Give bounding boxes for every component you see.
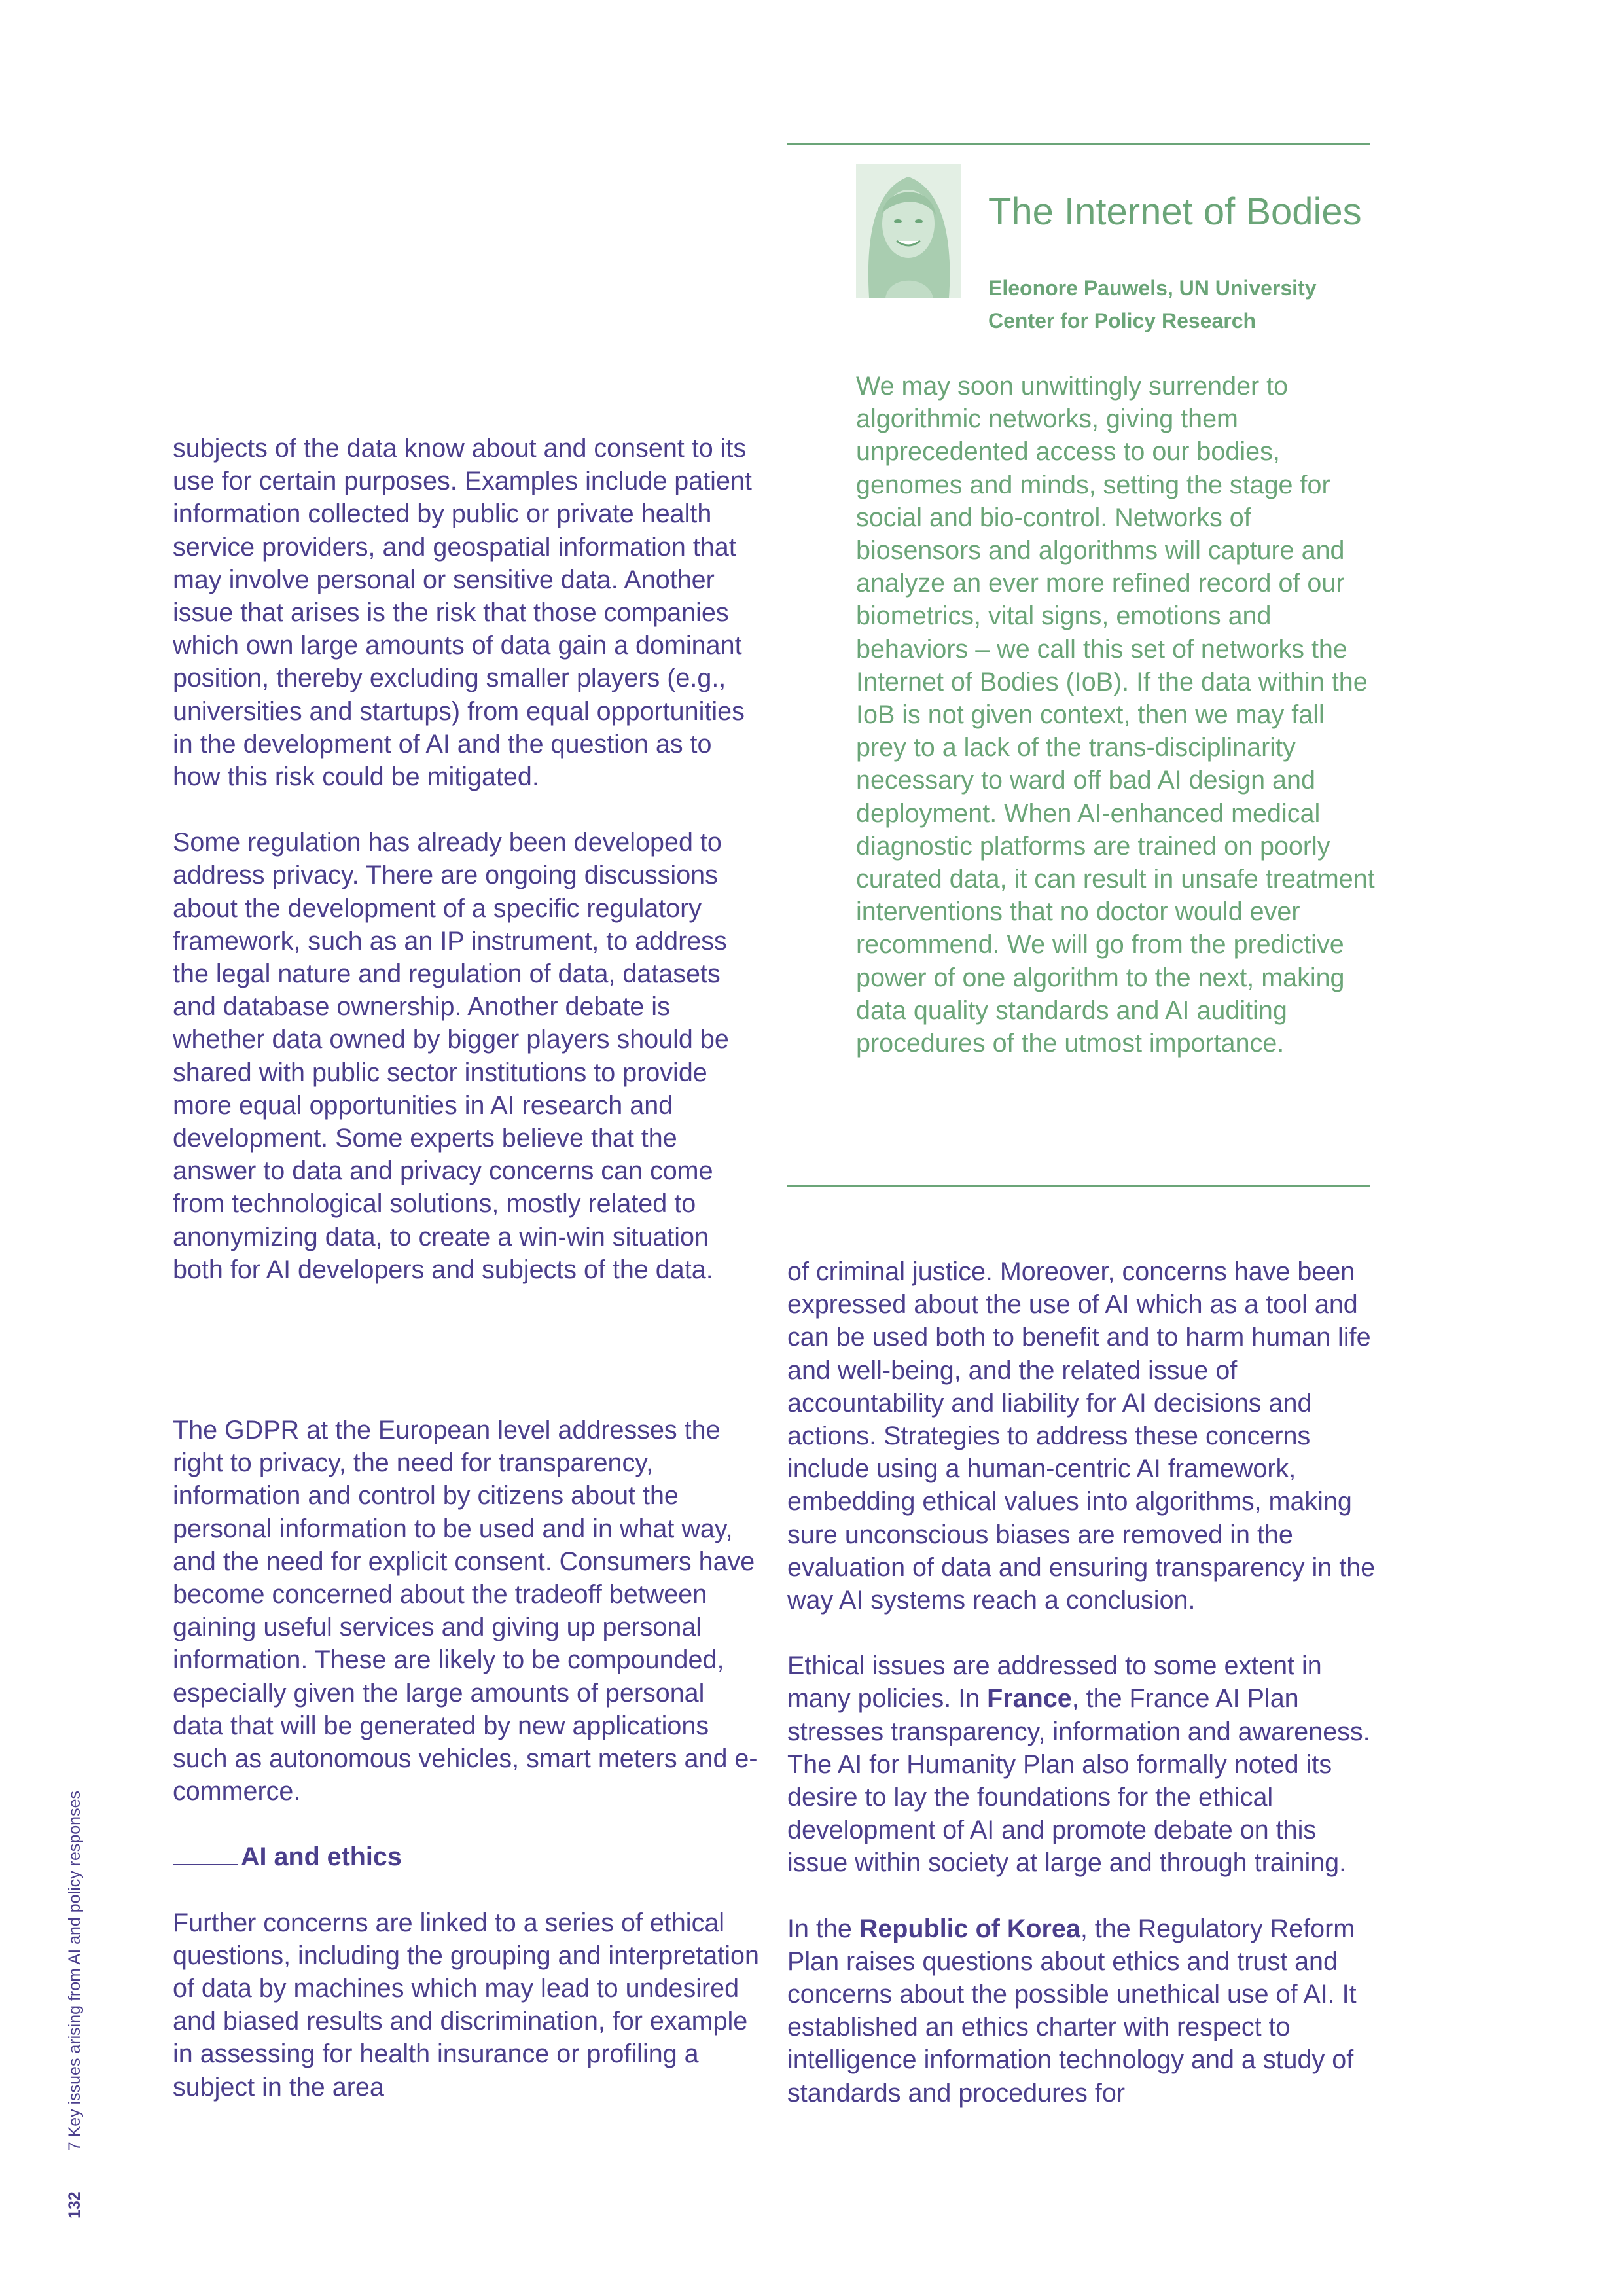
section-heading-ai-ethics [173,1840,762,1873]
sidebar-quote: We may soon unwittingly surrender to algorithmic networks, giving them unprecedented access to our bodies, genomes and minds, setting the stage for social and bio-control. Networks of biosensors and algorithms will capture and analyze an ever more refined record of our biometrics, vital signs, emotions and behaviors – we call this set of networks the Internet of Bodies (IoB). If the data within the IoB is not given context, then we may fall prey to a lack of the trans-disciplinarity necessary to ward off bad AI design and deployment. When AI-enhanced medical diagnostic platforms are trained on poorly curated data, it can result in unsafe treatment interventions that no doctor would ever recommend. We will go from the predictive power of one algorithm to the next, making data quality standards and AI auditing procedures of the utmost importance. [856,372,1375,1058]
country-korea: Republic of Korea [859,1914,1080,1943]
author-name: Eleonore Pauwels, UN University [988,276,1317,300]
text-run: , the France AI Plan stresses transparency, information and awareness. The AI for Humanity Plan also formally noted its desire to lay the foundations for the ethical development of AI and promote debate on this issue within society at large and through training. [787,1684,1370,1878]
body-paragraph: Further concerns are linked to a series of ethical questions, including the grouping and interpretation of data by machines which may lead to undesired and biased results and discrimination, for example in assessing for health insurance or profiling a subject in the area [173,1908,759,2102]
page-number: 132 [65,2191,84,2219]
left-column-upper [173,432,762,1286]
body-paragraph: Some regulation has already been developed to address privacy. There are ongoing discussions about the development of a specific regulatory framework, such as an IP instrument, to address the legal nature and regulation of data, datasets and database ownership. Another debate is whether data owned by bigger players should be shared with public sector institutions to provide more equal opportunities in AI research and development. Some experts believe that the answer to data and privacy concerns can come from technological solutions, mostly related to anonymizing data, to create a win-win situation both for AI developers and subjects of the data. [173,828,729,1284]
korea-paragraph [787,1912,1383,2109]
author-affiliation: Center for Policy Research [988,309,1257,332]
sidebar-bottom-rule [787,1185,1370,1187]
author-portrait [856,164,961,298]
body-paragraph: The GDPR at the European level addresses the right to privacy, the need for transparency, information and control by citizens about the personal information to be used and in what way, and the need for explicit consent. Consumers have become concerned about the tradeoff between gaining useful services and giving up personal information. These are likely to be compounded, especially given the large amounts of personal data that will be generated by new applications such as autonomous vehicles, smart meters and e-commerce. [173,1416,758,1806]
left-column-lower [173,1414,762,2104]
france-paragraph [787,1649,1383,1879]
sidebar-top-rule [787,143,1370,145]
chapter-title: 7 Key issues arising from AI and policy responses [65,1791,84,2151]
body-paragraph: of criminal justice. Moreover, concerns have been expressed about the use of AI which as a tool and can be used both to benefit and to harm human life and well-being, and the related issue of accountability and liability for AI decisions and actions. Strategies to address these concerns include using a human-centric AI framework, embedding ethical values into algorithms, making sure unconscious biases are removed in the evaluation of data and ensuring transparency in the way AI systems reach a conclusion. [787,1257,1376,1615]
text-run: In the [787,1914,859,1943]
page-footer [65,1791,84,2219]
body-paragraph: subjects of the data know about and consent to its use for certain purposes. Examples include patient information collected by public or private health service providers, and geospatial information that may involve personal or sensitive data. Another issue that arises is the risk that those companies which own large amounts of data gain a dominant position, thereby excluding smaller players (e.g., universities and startups) from equal opportunities in the development of AI and the question as to how this risk could be mitigated. [173,434,752,792]
sidebar-title: The Internet of Bodies [988,190,1362,233]
sidebar-author [988,272,1317,337]
heading-rule [173,1864,238,1865]
right-column-lower [787,1255,1383,2109]
country-france: France [987,1684,1072,1713]
portrait-image [856,164,961,298]
text-run: , the Regulatory Reform Plan raises questions about ethics and trust and concerns about the possible unethical use of AI. It established an ethics charter with respect to intelligence information technology and a study of standards and procedures for [787,1914,1357,2108]
section-heading-text: AI and ethics [241,1842,402,1872]
text-run: Ethical issues are addressed to some extent in many policies. In [787,1651,1322,1713]
